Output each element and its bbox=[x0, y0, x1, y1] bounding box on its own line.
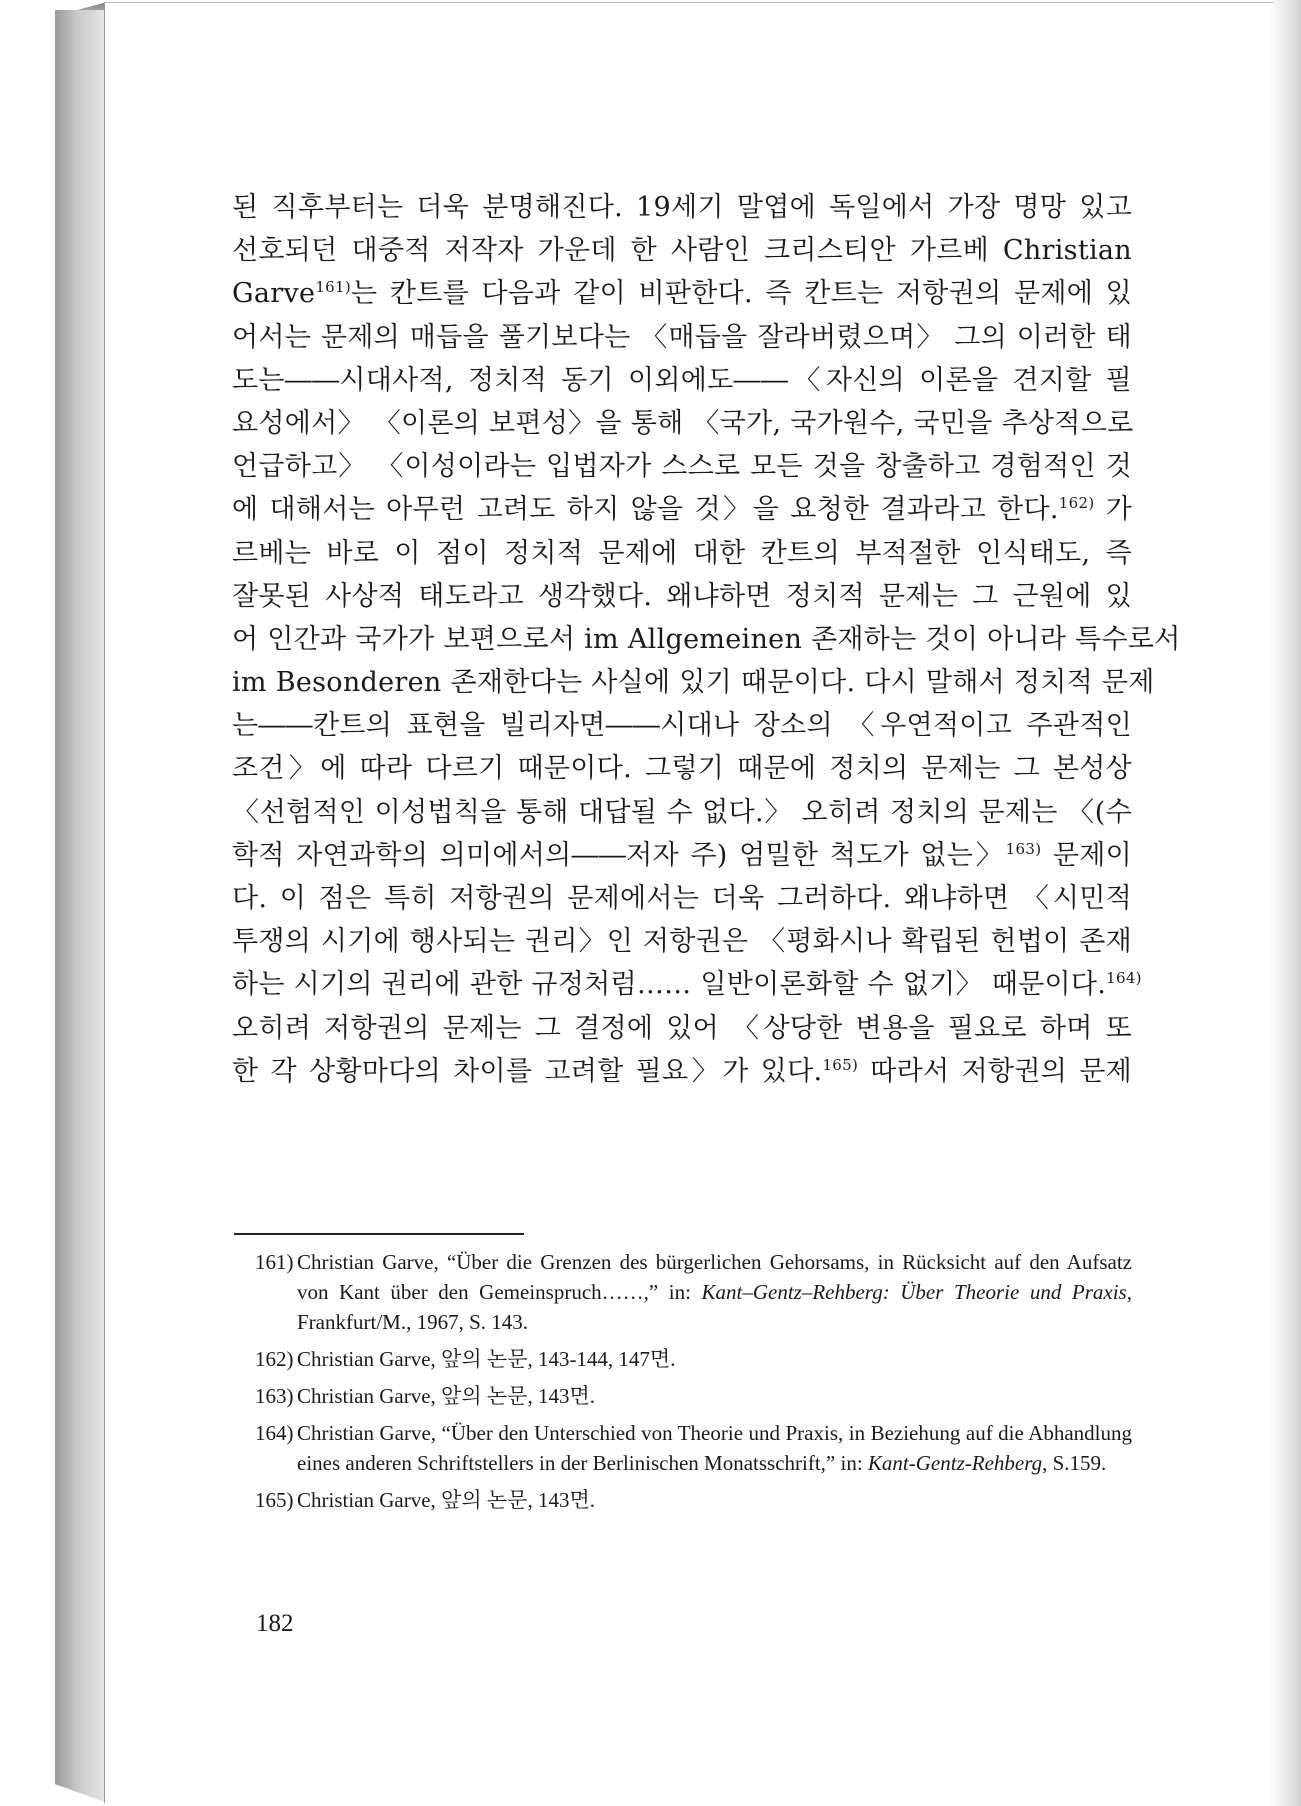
footnote-165 bbox=[255, 1485, 1132, 1515]
body-line bbox=[232, 272, 1132, 315]
body-line-segment: 가 bbox=[1094, 494, 1132, 526]
footnote-text: Christian Garve, 앞의 논문, 143면. bbox=[297, 1488, 595, 1512]
body-line: 〈선험적인 이성법칙을 통해 대답될 수 없다.〉 오히려 정치의 문제는 〈(수 bbox=[232, 796, 1132, 828]
footnote-text: Christian Garve, “Über den Unterschied von Theorie und Praxis, in Beziehung auf die Abhandlung eines anderen Schriftstellers in der Berlinischen Monatsschrift,” in: bbox=[297, 1421, 1132, 1475]
footnote-number: 165) bbox=[255, 1488, 294, 1512]
footnote-164 bbox=[255, 1418, 1132, 1478]
body-line: 오히려 저항권의 문제는 그 결정에 있어 〈상당한 변용을 필요로 하며 또 bbox=[232, 1012, 1132, 1044]
footnote-tail: , S.159. bbox=[1042, 1451, 1107, 1475]
body-line-segment: 따라서 저항권의 문제 bbox=[858, 1055, 1132, 1087]
body-line: 르베는 바로 이 점이 정치적 문제에 대한 칸트의 부적절한 인식태도, 즉 bbox=[232, 537, 1132, 569]
body-line-segment: 에 대해서는 아무런 고려도 하지 않을 것〉을 요청한 결과라고 한다. bbox=[232, 494, 1059, 526]
body-line: 언급하고〉 〈이성이라는 입법자가 스스로 모든 것을 창출하고 경험적인 것 bbox=[232, 451, 1132, 483]
footnote-161 bbox=[255, 1247, 1132, 1337]
body-line: 어 인간과 국가가 보편으로서 im Allgemeinen 존재하는 것이 아니라 특수로서 bbox=[232, 623, 1181, 655]
page-edge-shadow bbox=[1269, 0, 1301, 1806]
body-line: 선호되던 대중적 저작자 가운데 한 사람인 크리스티안 가르베 Christian bbox=[232, 235, 1132, 267]
body-line: 된 직후부터는 더욱 분명해진다. 19세기 말엽에 독일에서 가장 명망 있고 bbox=[232, 192, 1132, 223]
body-line bbox=[232, 1050, 1132, 1093]
footnote-tail: , Frankfurt/M., 1967, S. 143. bbox=[297, 1280, 1132, 1334]
footnote-italic-title: Kant–Gentz–Rehberg: Über Theorie und Praxis bbox=[701, 1280, 1127, 1304]
body-line-segment: 학적 자연과학의 의미에서의――저자 주) 엄밀한 척도가 없는〉 bbox=[232, 839, 1006, 871]
body-line-segment: 한 각 상황마다의 차이를 고려할 필요〉가 있다. bbox=[232, 1055, 823, 1087]
body-line-segment: 는 칸트를 다음과 같이 비판한다. 즉 칸트는 저항권의 문제에 있 bbox=[351, 278, 1132, 310]
body-line: 요성에서〉 〈이론의 보편성〉을 통해 〈국가, 국가원수, 국민을 추상적으로 bbox=[232, 407, 1134, 439]
footnote-ref-163: 163) bbox=[1005, 839, 1042, 858]
footnote-ref-165: 165) bbox=[822, 1055, 859, 1074]
body-line bbox=[232, 834, 1132, 877]
body-line: 조건〉에 따라 다르기 때문이다. 그렇기 때문에 정치의 문제는 그 본성상 bbox=[232, 753, 1132, 785]
footnote-162 bbox=[255, 1344, 1132, 1374]
body-line: 다. 이 점은 특히 저항권의 문제에서는 더욱 그러하다. 왜냐하면 〈시민적 bbox=[232, 883, 1132, 914]
body-line: 잘못된 사상적 태도라고 생각했다. 왜냐하면 정치적 문제는 그 근원에 있 bbox=[232, 580, 1132, 612]
body-line: 는――칸트의 표현을 빌리자면――시대나 장소의 〈우연적이고 주관적인 bbox=[232, 710, 1132, 742]
footnote-text: Christian Garve, 앞의 논문, 143-144, 147면. bbox=[297, 1347, 676, 1371]
footnote-ref-162: 162) bbox=[1058, 494, 1095, 513]
footnote-italic-title: Kant-Gentz-Rehberg bbox=[867, 1451, 1043, 1475]
footnote-number: 161) bbox=[255, 1250, 294, 1274]
body-line bbox=[232, 488, 1132, 531]
body-line-segment: Garve bbox=[232, 278, 316, 310]
body-line: im Besonderen 존재한다는 사실에 있기 때문이다. 다시 말해서 정치적 문제 bbox=[232, 667, 1155, 699]
body-line: 도는――시대사적, 정치적 동기 이외에도――〈자신의 이론을 견지할 필 bbox=[232, 364, 1132, 396]
footnotes bbox=[255, 1247, 1132, 1522]
footnote-text: Christian Garve, 앞의 논문, 143면. bbox=[297, 1384, 595, 1408]
footnote-number: 163) bbox=[255, 1384, 294, 1408]
body-line: 투쟁의 시기에 행사되는 권리〉인 저항권은 〈평화시나 확립된 헌법이 존재 bbox=[232, 926, 1132, 958]
page-number: 182 bbox=[256, 1610, 294, 1637]
book-spine bbox=[55, 10, 105, 1802]
footnote-163 bbox=[255, 1381, 1132, 1411]
footnote-number: 162) bbox=[255, 1347, 294, 1371]
body-line: 어서는 문제의 매듭을 풀기보다는 〈매듭을 잘라버렸으며〉 그의 이러한 태 bbox=[232, 321, 1132, 353]
body-line bbox=[232, 963, 1142, 1006]
body-line-segment: 하는 시기의 권리에 관한 규정처럼…… 일반이론화할 수 없기〉 때문이다. bbox=[232, 969, 1107, 1001]
body-text bbox=[232, 186, 1181, 1093]
footnote-ref-161: 161) bbox=[315, 278, 351, 297]
body-line-segment: 문제이 bbox=[1041, 839, 1132, 871]
footnote-text: Christian Garve, “Über die Grenzen des bürgerlichen Gehorsams, in Rücksicht auf den Aufsatz von Kant über den Gemeinspruch……,” in: bbox=[297, 1250, 1132, 1304]
footnote-divider bbox=[234, 1233, 524, 1235]
footnote-ref-164: 164) bbox=[1106, 969, 1142, 988]
footnote-number: 164) bbox=[255, 1421, 294, 1445]
